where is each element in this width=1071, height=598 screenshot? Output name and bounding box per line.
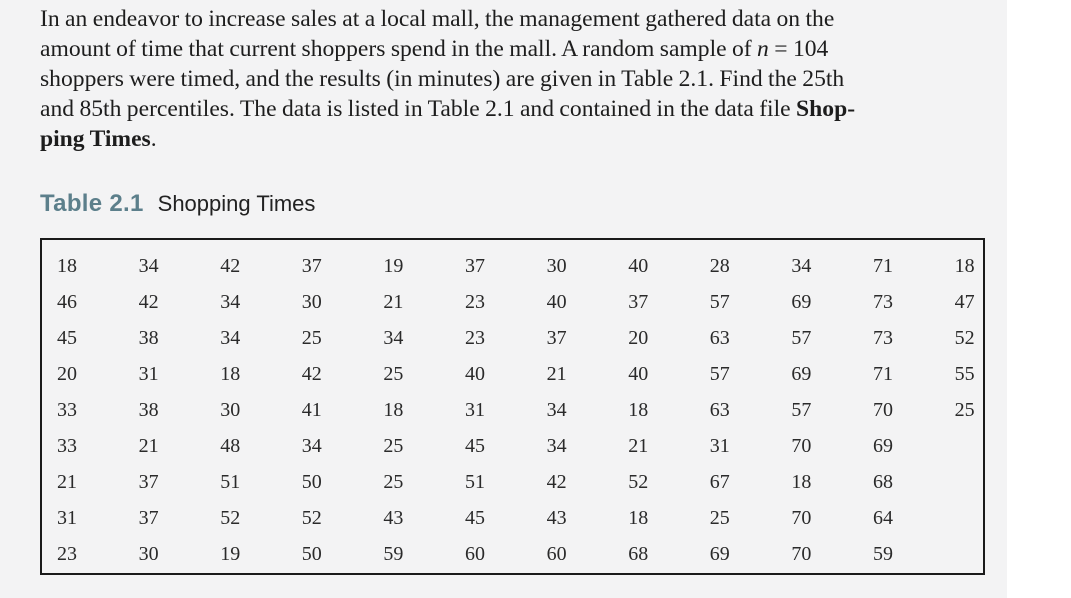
table-cell: 68	[628, 543, 649, 565]
paragraph-line	[40, 124, 1000, 154]
table-number: Table 2.1	[40, 190, 144, 217]
table-cell: 51	[220, 471, 241, 493]
table-cell: 19	[220, 543, 241, 565]
paragraph-text: .	[150, 126, 157, 152]
table-cell: 37	[138, 471, 159, 493]
table-cell: 57	[709, 291, 730, 313]
table-cell: 47	[954, 291, 975, 313]
table-cell: 52	[301, 507, 322, 529]
paragraph-text: = 104	[768, 36, 829, 62]
table-cell: 42	[220, 255, 241, 277]
table-cell: 21	[546, 363, 567, 385]
table-cell: 42	[138, 291, 159, 313]
table-cell: 18	[628, 507, 649, 529]
paragraph-line	[40, 34, 1000, 64]
table-cell: 20	[57, 363, 77, 385]
table-cell: 57	[791, 399, 812, 421]
table-cell: 70	[873, 399, 893, 421]
table-cell: 64	[873, 507, 893, 529]
table-cell: 34	[138, 255, 159, 277]
problem-paragraph	[40, 4, 1000, 154]
table-cell: 70	[791, 507, 812, 529]
table-cell: 31	[709, 435, 730, 457]
table-cell: 30	[301, 291, 322, 313]
table-cell: 21	[383, 291, 404, 313]
table-cell: 38	[138, 399, 159, 421]
table-cell: 57	[709, 363, 730, 385]
table-cell: 59	[873, 543, 893, 565]
table-cell: 23	[465, 291, 485, 313]
paragraph-text: amount of time that current shoppers spend in the mall. A random sample of	[40, 36, 758, 62]
table-cell: 60	[546, 543, 567, 565]
paragraph-text: and 85th percentiles. The data is listed in Table 2.1 and contained in the data file	[40, 96, 797, 122]
table-cell: 25	[383, 363, 404, 385]
table-cell: 57	[791, 327, 812, 349]
table-cell: 34	[301, 435, 322, 457]
table-cell: 73	[873, 327, 893, 349]
table-cell: 34	[546, 435, 567, 457]
table-cell: 69	[791, 363, 812, 385]
table-cell: 34	[220, 327, 241, 349]
table-cell: 55	[954, 363, 975, 385]
table-cell: 40	[628, 255, 649, 277]
table-cell: 71	[873, 363, 893, 385]
table-cell: 23	[57, 543, 77, 565]
table-cell: 28	[709, 255, 730, 277]
data-file-name: ping Times	[40, 126, 151, 152]
table-cell: 30	[220, 399, 241, 421]
table-cell: 38	[138, 327, 159, 349]
table-cell: 42	[301, 363, 322, 385]
table-cell: 33	[57, 435, 77, 457]
table-cell: 21	[138, 435, 159, 457]
table-cell: 18	[220, 363, 241, 385]
table-cell: 45	[465, 435, 485, 457]
table-cell: 19	[383, 255, 404, 277]
table-cell: 25	[954, 399, 975, 421]
table-cell: 37	[465, 255, 485, 277]
table-cell: 37	[301, 255, 322, 277]
table-cell: 34	[546, 399, 567, 421]
table-cell: 25	[383, 471, 404, 493]
table-cell: 69	[709, 543, 730, 565]
table-cell: 31	[138, 363, 159, 385]
table-cell: 21	[628, 435, 649, 457]
table-cell: 43	[383, 507, 404, 529]
table-cell: 63	[709, 327, 730, 349]
table-title: Shopping Times	[157, 191, 316, 216]
table-cell: 52	[628, 471, 649, 493]
table-cell: 40	[628, 363, 649, 385]
table-cell: 43	[546, 507, 567, 529]
table-cell: 37	[546, 327, 567, 349]
table-cell: 59	[383, 543, 404, 565]
data-table	[40, 238, 985, 575]
table-cell: 31	[57, 507, 77, 529]
table-cell: 18	[57, 255, 77, 277]
table-cell: 40	[546, 291, 567, 313]
table-cell: 33	[57, 399, 77, 421]
paragraph-line	[40, 94, 1000, 124]
table-cell: 34	[791, 255, 812, 277]
table-cell: 71	[873, 255, 893, 277]
table-cell: 42	[546, 471, 567, 493]
table-cell: 68	[873, 471, 893, 493]
table-cell: 70	[791, 435, 812, 457]
table-cell: 23	[465, 327, 485, 349]
table-cell: 20	[628, 327, 649, 349]
table-cell: 60	[465, 543, 485, 565]
table-cell: 37	[628, 291, 649, 313]
table-cell: 48	[220, 435, 241, 457]
table-cell: 18	[383, 399, 404, 421]
table-cell: 25	[383, 435, 404, 457]
table-cell: 25	[709, 507, 730, 529]
table-cell: 30	[546, 255, 567, 277]
table-cell: 25	[301, 327, 322, 349]
table-cell: 52	[220, 507, 241, 529]
table-cell: 18	[791, 471, 812, 493]
table-cell: 69	[873, 435, 893, 457]
table-cell: 70	[791, 543, 812, 565]
table-caption	[40, 190, 315, 218]
paragraph-line: In an endeavor to increase sales at a local mall, the management gathered data on the	[40, 6, 835, 32]
table-cell: 31	[465, 399, 485, 421]
table-cell: 41	[301, 399, 322, 421]
table-cell: 63	[709, 399, 730, 421]
table-cell: 45	[465, 507, 485, 529]
data-file-name: Shop-	[796, 96, 856, 122]
paragraph-line: shoppers were timed, and the results (in minutes) are given in Table 2.1. Find the 25th	[40, 66, 845, 92]
table-cell: 37	[138, 507, 159, 529]
table-cell: 18	[628, 399, 649, 421]
table-cell: 21	[57, 471, 77, 493]
table-cell: 40	[465, 363, 485, 385]
table-cell: 34	[383, 327, 404, 349]
table-cell: 67	[709, 471, 730, 493]
table-cell: 18	[954, 255, 975, 277]
table-cell: 51	[465, 471, 485, 493]
table-cell: 73	[873, 291, 893, 313]
table-cell: 69	[791, 291, 812, 313]
table-cell: 52	[954, 327, 975, 349]
table-cell: 46	[57, 291, 77, 313]
table-cell: 45	[57, 327, 77, 349]
variable-n: n	[757, 36, 769, 62]
table-cell: 50	[301, 471, 322, 493]
table-cell: 50	[301, 543, 322, 565]
table-cell: 34	[220, 291, 241, 313]
table-cell: 30	[138, 543, 159, 565]
